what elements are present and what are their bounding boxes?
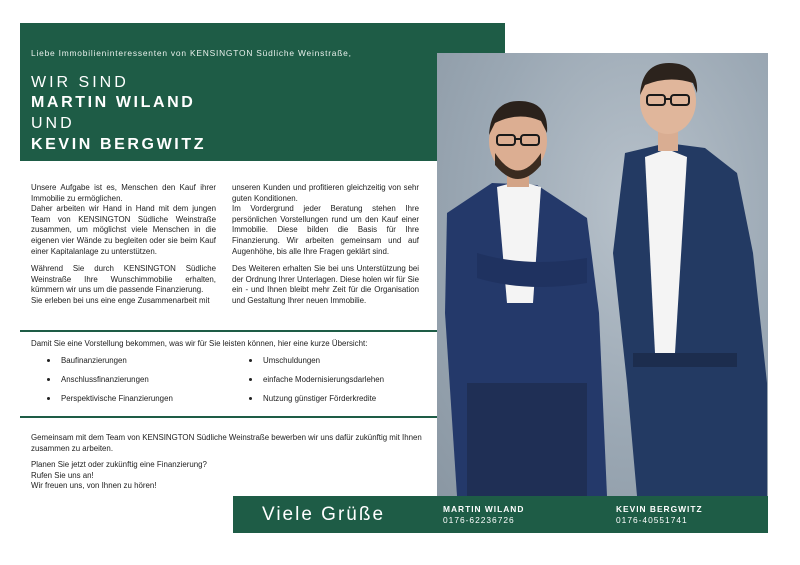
contact-phone-martin: 0176-62236726	[443, 515, 515, 525]
bullet-icon	[47, 359, 50, 362]
services-intro: Damit Sie eine Vorstellung bekommen, was wir für Sie leisten können, hier eine kurze Übersicht:	[31, 339, 368, 348]
body-paragraph: Unsere Aufgabe ist es, Menschen den Kauf ihrer Immobilie zu ermöglichen. Daher arbeiten wir Hand in Hand mit dem jungen Team von KENSINGTON Südliche Weinstraße zusammen, um möglichst viele Menschen in die eigenen vier Wände zu begleiten oder sie beim Kauf einer Kapitalanlage zu unterstützen.	[31, 183, 216, 256]
greeting: Viele Grüße	[262, 504, 386, 525]
contact-name-martin: MARTIN WILAND	[443, 504, 525, 514]
body-column-right	[232, 183, 419, 314]
service-item: Baufinanzierungen	[61, 356, 127, 365]
bullet-icon	[47, 397, 50, 400]
person-right	[613, 63, 767, 496]
contact-name-kevin: KEVIN BERGWITZ	[616, 504, 703, 514]
bullet-icon	[249, 378, 252, 381]
service-item: Nutzung günstiger Förderkredite	[263, 394, 376, 403]
title-name-kevin: KEVIN BERGWITZ	[31, 136, 207, 153]
title-name-martin: MARTIN WILAND	[31, 94, 196, 111]
team-photo	[437, 53, 768, 496]
closing-paragraph: Gemeinsam mit dem Team von KENSINGTON Südliche Weinstraße bewerben wir uns dafür zukünftig mit Ihnen zusammen zu arbeiten.	[31, 433, 422, 453]
person-left	[445, 101, 607, 496]
closing-text	[31, 433, 426, 498]
closing-paragraph: Planen Sie jetzt oder zukünftig eine Finanzierung? Rufen Sie uns an! Wir freuen uns, von Ihnen zu hören!	[31, 460, 207, 491]
divider	[20, 416, 437, 418]
title-line-3: UND	[31, 115, 75, 132]
service-item: Anschlussfinanzierungen	[61, 375, 149, 384]
footer-banner	[233, 496, 768, 533]
title-line-1: WIR SIND	[31, 74, 129, 91]
divider	[20, 330, 437, 332]
service-item: Perspektivische Finanzierungen	[61, 394, 173, 403]
two-men-portrait-illustration	[437, 53, 768, 496]
body-column-left	[31, 183, 216, 314]
service-item: Umschuldungen	[263, 356, 320, 365]
contact-phone-kevin: 0176-40551741	[616, 515, 688, 525]
bullet-icon	[249, 397, 252, 400]
body-paragraph: unseren Kunden und profitieren gleichzeitig von sehr guten Konditionen. Im Vordergrund jeder Beratung stehen Ihre persönlichen Vorstellungen rund um den Kauf einer Immobilie. Diese bilden die Basis für Ihre Finanzierung. Wir arbeiten gemeinsam und auf Augenhöhe, bis alle Ihre Fragen geklärt sind.	[232, 183, 419, 256]
body-paragraph: Während Sie durch KENSINGTON Südliche Weinstraße Ihre Wunschimmobilie erhalten, kümmern wir uns um die passende Finanzierung. Sie erleben bei uns eine enge Zusammenarbeit mit	[31, 264, 216, 305]
bullet-icon	[249, 359, 252, 362]
intro-greeting: Liebe Immobilieninteressenten von KENSINGTON Südliche Weinstraße,	[31, 48, 352, 58]
service-item: einfache Modernisierungsdarlehen	[263, 375, 384, 384]
bullet-icon	[47, 378, 50, 381]
header-banner	[20, 23, 505, 161]
body-paragraph: Des Weiteren erhalten Sie bei uns Unterstützung bei der Ordnung Ihrer Unterlagen. Diese holen wir für Sie ein - und Ihnen bleibt mehr Zeit für die Organisation und Gestaltung Ihrer neuen Immobilie.	[232, 264, 419, 305]
